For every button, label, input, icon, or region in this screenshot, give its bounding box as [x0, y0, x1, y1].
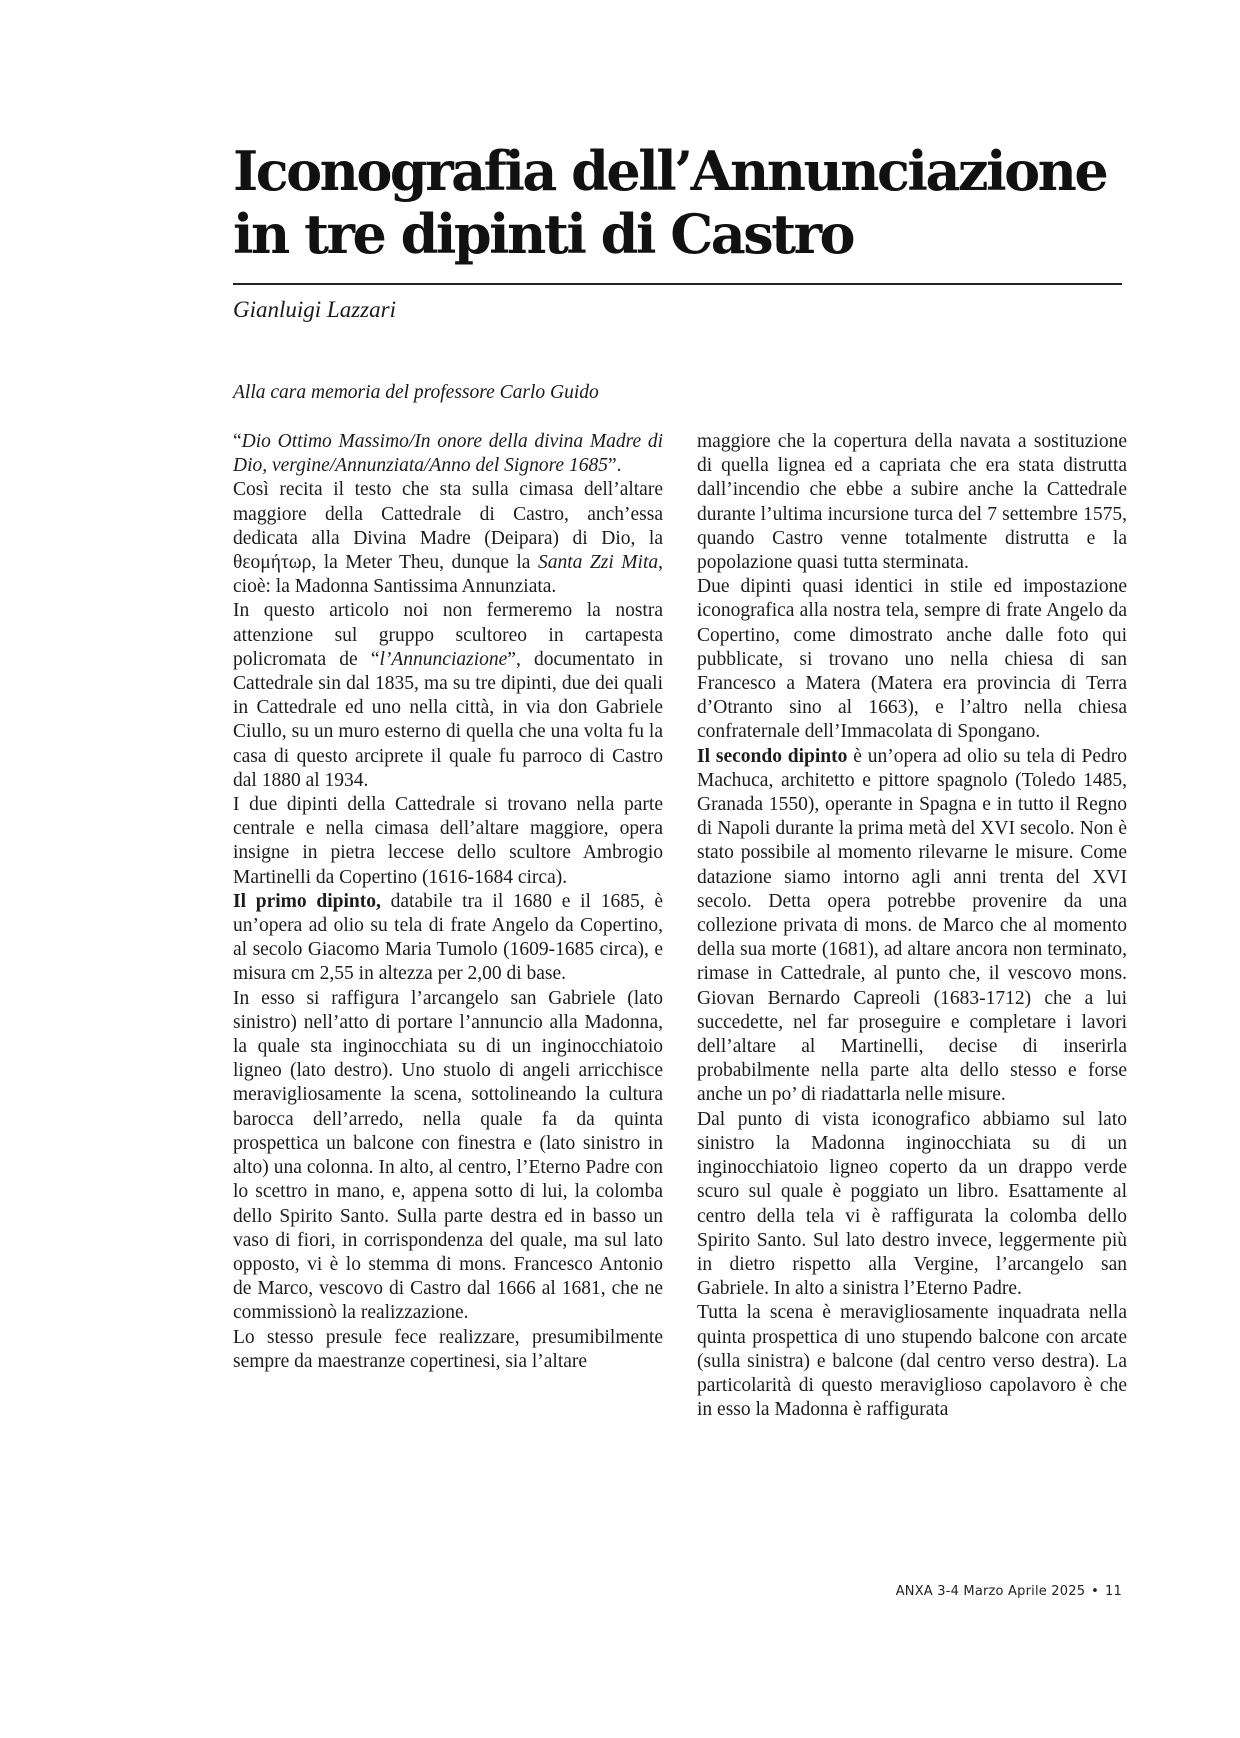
- paragraph: Dal punto di vista iconografico abbiamo sul lato sinistro la Madonna inginocchiata su di un inginocchiatoio ligneo coperto da un drappo verde scuro sul quale è poggiato un libro. Esattamente al centro della tela vi è raffigurata la colomba dello Spirito Santo. Sul lato destro invece, leggermente più in dietro rispetto alla Vergine, l’arcangelo san Gabriele. In alto a sinistra l’Eterno Padre.: [697, 1108, 1127, 1300]
- paragraph: Il secondo dipinto è un’opera ad olio su tela di Pedro Machuca, architetto e pittore spagnolo (Toledo 1485, Granada 1550), operante in Spagna e in tutto il Regno di Napoli durante la prima metà del XVI secolo. Non è stato possibile al momento rilevarne le misure. Come datazione siamo intorno agli anni trenta del XVI secolo. Detta opera potrebbe provenire da una collezione privata di mons. de Marco che al momento della sua morte (1681), ad altare ancora non terminato, rimase in Cattedrale, al punto che, il vescovo mons. Giovan Bernardo Capreoli (1683-1712) che a lui succedette, nel far proseguire e completare i lavori dell’altare al Martinelli, decise di inserirla probabilmente nella parte alta dello stesso e forse anche un po’ di riadattarla nelle misure.: [697, 745, 1127, 1106]
- inscription-text: Dio Ottimo Massimo/In onore della divina Madre di Dio, vergine/Annunziata/Anno del Signore 1685: [233, 431, 663, 477]
- bold-lead: Il secondo dipinto: [697, 745, 848, 767]
- article-title: Iconografia dell’Annunciazione in tre dipinti di Castro: [233, 139, 1107, 266]
- dedication: Alla cara memoria del professore Carlo Guido: [233, 382, 599, 403]
- paragraph: maggiore che la copertura della navata a sostituzione di quella lignea ed a capriata che era stata distrutta dall’incendio che ebbe a subire anche la Cattedrale durante l’ultima incursione turca del 7 settembre 1575, quando Castro venne totalmente distrutta e la popolazione quasi tutta sterminata.: [697, 431, 1127, 574]
- paragraph: I due dipinti della Cattedrale si trovano nella parte centrale e nella cimasa dell’altare maggiore, opera insigne in pietra leccese dello scultore Ambrogio Martinelli da Copertino (1616-1684 circa).: [233, 794, 663, 888]
- paragraph: Tutta la scena è meravigliosamente inquadrata nella quinta prospettica di uno stupendo balcone con arcate (sulla sinistra) e balcone (dal centro verso destra). La particolarità di questo meraviglioso capolavoro è che in esso la Madonna è raffigurata: [697, 1302, 1127, 1421]
- right-column: [697, 430, 1127, 1422]
- paragraph: Lo stesso presule fece realizzare, presumibilmente sempre da maestranze copertinesi, sia l’altare: [233, 1326, 663, 1372]
- separator-dot: •: [1091, 1584, 1100, 1599]
- author-name: Gianluigi Lazzari: [233, 297, 396, 322]
- paragraph: Il primo dipinto, databile tra il 1680 e il 1685, è un’opera ad olio su tela di frate Angelo da Copertino, al secolo Giacomo Maria Tumolo (1609-1685 circa), e misura cm 2,55 in altezza per 2,00 di base.: [233, 890, 663, 985]
- paragraph: In questo articolo noi non fermeremo la nostra attenzione sul gruppo scultoreo in cartapesta policromata de “l’Annunciazione”, documentato in Cattedrale sin dal 1835, ma su tre dipinti, due dei quali in Cattedrale ed uno nella città, in via don Gabriele Ciullo, su un muro esterno di quella che una volta fu la casa di questo arciprete il quale fu parroco di Castro dal 1880 al 1934.: [233, 600, 663, 791]
- magazine-issue: ANXA 3-4 Marzo Aprile 2025: [895, 1584, 1086, 1599]
- title-divider: [233, 283, 1122, 285]
- emphasis: Santa Zzi Mita: [537, 552, 659, 574]
- paragraph: Così recita il testo che sta sulla cimasa dell’altare maggiore della Cattedrale di Castro, anch’essa dedicata alla Divina Madre (Deipara) di Dio, la θεομήτωρ, la Meter Theu, dunque la Santa Zzi Mita, cioè: la Madonna Santissima Annunziata.: [233, 479, 663, 598]
- left-column: [233, 430, 663, 1374]
- bold-lead: Il primo dipinto,: [233, 890, 381, 912]
- emphasis: l’Annunciazione: [379, 648, 508, 670]
- paragraph: Due dipinti quasi identici in stile ed impostazione iconografica alla nostra tela, sempre di frate Angelo da Copertino, come dimostrato anche dalle foto qui pubblicate, si trovano uno nella chiesa di san Francesco a Matera (Matera era provincia di Terra d’Otranto sino al 1663), e l’altro nella chiesa confraternale dell’Immacolata di Spongano.: [697, 576, 1127, 743]
- paragraph: In esso si raffigura l’arcangelo san Gabriele (lato sinistro) nell’atto di portare l’annuncio alla Madonna, la quale sta inginocchiata su di un inginocchiatoio ligneo (lato destro). Uno stuolo di angeli arricchisce meravigliosamente la scena, sottolineando la cultura barocca dell’arredo, nella quale fa da quinta prospettica un balcone con finestra e (lato sinistro in alto) una colonna. In alto, al centro, l’Eterno Padre con lo scettro in mano, e, appena sotto di lui, la colomba dello Spirito Santo. Sulla parte destra ed in basso un vaso di fiori, in corrispondenza del quale, ma sul lato opposto, vi è lo stemma di mons. Francesco Antonio de Marco, vescovo di Castro dal 1666 al 1681, che ne commissionò la realizzazione.: [233, 987, 663, 1324]
- paragraph: “Dio Ottimo Massimo/In onore della divina Madre di Dio, vergine/Annunziata/Anno del Signore 1685”.: [233, 431, 663, 477]
- page-footer: [896, 1584, 1122, 1599]
- page-number: 11: [1105, 1584, 1122, 1599]
